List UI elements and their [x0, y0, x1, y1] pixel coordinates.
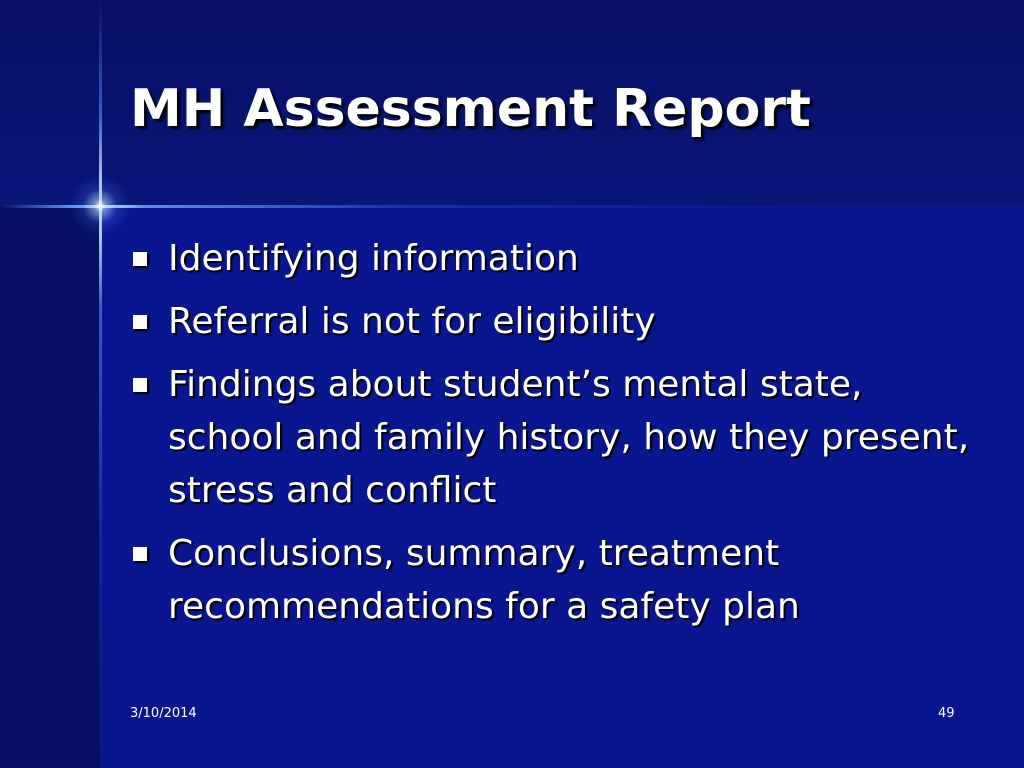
- bullet-item: [130, 358, 970, 517]
- sparkle-icon: [70, 176, 130, 236]
- slide-number: 49: [938, 706, 955, 721]
- bullet-text: Identifying information: [168, 238, 579, 279]
- vertical-accent-line: [99, 0, 102, 768]
- bullet-item: [130, 232, 970, 285]
- slide-title: MH Assessment Report: [130, 79, 811, 139]
- bullet-item: [130, 295, 970, 348]
- bullet-list: [130, 232, 970, 643]
- bullet-text: Findings about student’s mental state, school and family history, how they present, stress and conflict: [168, 364, 970, 511]
- square-bullet-icon: [133, 547, 147, 561]
- horizontal-accent-line: [0, 205, 1024, 208]
- bullet-item: [130, 527, 970, 633]
- bullet-text: Referral is not for eligibility: [168, 301, 656, 342]
- square-bullet-icon: [133, 252, 147, 266]
- square-bullet-icon: [133, 315, 147, 329]
- square-bullet-icon: [133, 378, 147, 392]
- bullet-text: Conclusions, summary, treatment recommendations for a safety plan: [168, 533, 800, 627]
- footer-date: 3/10/2014: [130, 706, 197, 721]
